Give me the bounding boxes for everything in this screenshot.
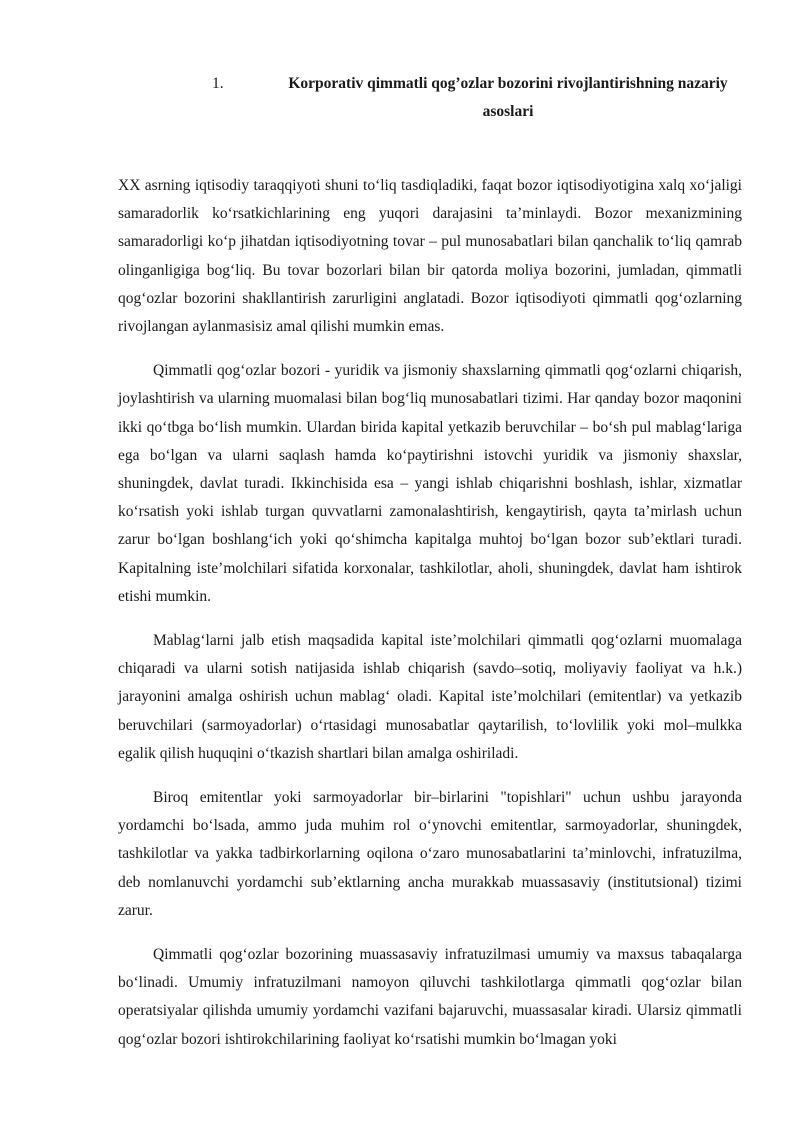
paragraph: Qimmatli qog‘ozlar bozori - yuridik va jismoniy shaxslarning qimmatli qog‘ozlarni chiqarish, joylashtirish va ularning muomalasi bilan bog‘liq munosabatlari tizimi. Har qanday bozor maqonini ikki qo‘tbga bo‘lish mumkin. Ulardan birida kapital yetkazib beruvchilar – bo‘sh pul mablag‘lariga ega bo‘lgan va ularni saqlash hamda ko‘paytirishni istovchi yuridik va jismoniy shaxslar, shuningdek, davlat turadi. Ikkinchisida esa – yangi ishlab chiqarishni boshlash, ishlar, xizmatlar ko‘rsatish yoki ishlab turgan quvvatlarni zamonalashtirish, kengaytirish, qayta ta’mirlash uchun zarur bo‘lgan boshlang‘ich yoki qo‘shimcha kapitalga muhtoj bo‘lgan bozor sub’ektlari turadi. Kapitalning iste’molchilari sifatida korxonalar, tashkilotlar, aholi, shuningdek, davlat ham ishtirok etishi mumkin. [118,362,742,605]
section-heading [118,70,742,126]
paragraph: Qimmatli qog‘ozlar bozorining muassasaviy infratuzilmasi umumiy va maxsus tabaqalarga bo‘linadi. Umumiy infratuzilmani namoyon qiluvchi tashkilotlarga qimmatli qog‘ozlar bilan operatsiyalar qilishda umumiy yordamchi vazifani bajaruvchi, muassasalar kiradi. Ularsiz qimmatli qog‘ozlar bozori ishtirokchilarining faoliyat ko‘rsatishi mumkin bo‘lmagan yoki [118,946,742,1048]
section-title: Korporativ qimmatli qog’ozlar bozorini rivojlantirishning nazariy asoslari [288,75,728,120]
paragraph: Mablag‘larni jalb etish maqsadida kapital iste’molchilari qimmatli qog‘ozlarni muomalaga chiqaradi va ularni sotish natijasida ishlab chiqarish (savdo–sotiq, moliyaviy faoliyat va h.k.) jarayonini amalga oshirish uchun mablag‘ oladi. Kapital iste’molchilari (emitentlar) va yetkazib beruvchilari (sarmoyadorlar) o‘rtasidagi munosabatlar qaytarilish, to‘lovlilik yoki mol–mulkka egalik qilish huquqini o‘tkazish shartlari bilan amalga oshiriladi. [118,632,742,762]
paragraph: XX asrning iqtisodiy taraqqiyoti shuni to‘liq tasdiqladiki, faqat bozor iqtisodiyotigina xalq xo‘jaligi samaradorlik ko‘rsatkichlarining eng yuqori darajasini ta’minlaydi. Bozor mexanizmining samaradorligi ko‘p jihatdan iqtisodiyotning tovar – pul munosabatlari bilan qanchalik to‘liq qamrab olinganligiga bog‘liq. Bu tovar bozorlari bilan bir qatorda moliya bozorini, jumladan, qimmatli qog‘ozlar bozorini shakllantirish zarurligini anglatadi. Bozor iqtisodiyoti qimmatli qog‘ozlarning rivojlangan aylanmasisiz amal qilishi mumkin emas. [118,177,742,336]
paragraph: Biroq emitentlar yoki sarmoyadorlar bir–birlarini "topishlari" uchun ushbu jarayonda yordamchi bo‘lsada, ammo juda muhim rol o‘ynovchi emitentlar, sarmoyadorlar, shuningdek, tashkilotlar va yakka tadbirkorlarning oqilona o‘zaro munosabatlarini ta’minlovchi, infratuzilma, deb nomlanuvchi yordamchi sub’ektlarning ancha murakkab muassasaviy (institutsional) tizimi zarur. [118,789,742,919]
document-page [118,70,742,1054]
section-number: 1. [212,75,224,92]
